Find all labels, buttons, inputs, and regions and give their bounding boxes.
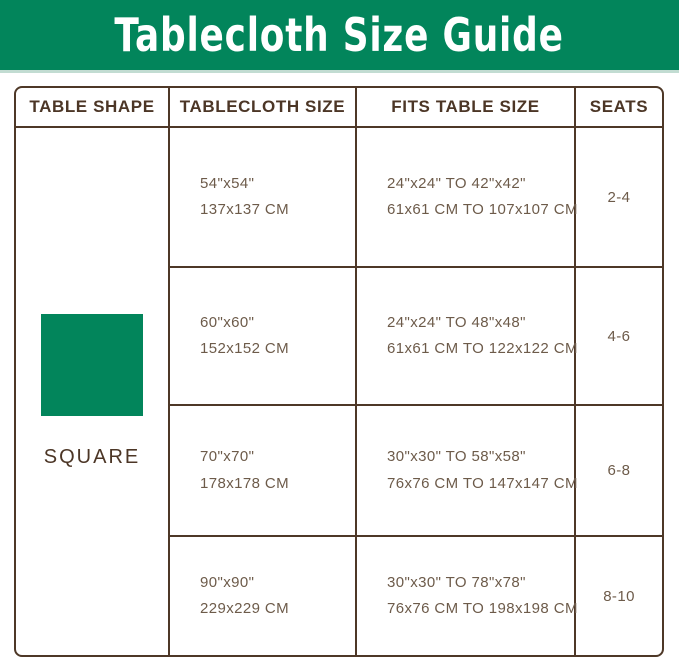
fits-table-size-cell [357,128,576,268]
column-header-tablecloth-size: TABLECLOTH SIZE [170,88,357,128]
column-header-table-shape: TABLE SHAPE [16,88,170,128]
shape-label: SQUARE [43,446,141,468]
title-banner [0,0,679,73]
size-cm: 152x152 CM [200,340,290,357]
seats-cell: 6-8 [576,406,662,537]
fits-inches: 30"x30" TO 78"x78" [387,573,526,591]
tablecloth-size-cell [170,406,357,537]
size-inches: 90"x90" [200,573,255,591]
seats-cell: 4-6 [576,268,662,406]
fits-table-size-cell [357,406,576,537]
fits-table-size-cell [357,537,576,655]
fits-cm: 76x76 CM TO 147x147 CM [387,474,578,492]
size-inches: 70"x70" [200,448,255,466]
table-shape-cell [16,128,170,655]
fits-inches: 24"x24" TO 48"x48" [387,313,526,331]
seats-cell: 2-4 [576,128,662,268]
size-cm: 178x178 CM [200,474,290,492]
fits-cm: 61x61 CM TO 122x122 CM [387,340,578,357]
size-cm: 137x137 CM [200,201,290,218]
fits-cm: 61x61 CM TO 107x107 CM [387,201,578,218]
fits-cm: 76x76 CM TO 198x198 CM [387,600,578,617]
size-inches: 54"x54" [200,174,255,192]
fits-table-size-cell [357,268,576,406]
tablecloth-size-cell [170,268,357,406]
size-inches: 60"x60" [200,313,255,331]
tablecloth-size-cell [170,537,357,655]
seats-cell: 8-10 [603,587,635,605]
square-swatch-icon [41,314,143,416]
page-title: Tablecloth Size Guide [114,8,565,62]
fits-inches: 24"x24" TO 42"x42" [387,174,526,192]
size-guide-table [14,86,664,657]
column-header-fits-table-size: FITS TABLE SIZE [357,88,576,128]
tablecloth-size-cell [170,128,357,268]
size-cm: 229x229 CM [200,600,290,617]
column-header-seats: SEATS [576,88,662,128]
fits-inches: 30"x30" TO 58"x58" [387,448,526,466]
